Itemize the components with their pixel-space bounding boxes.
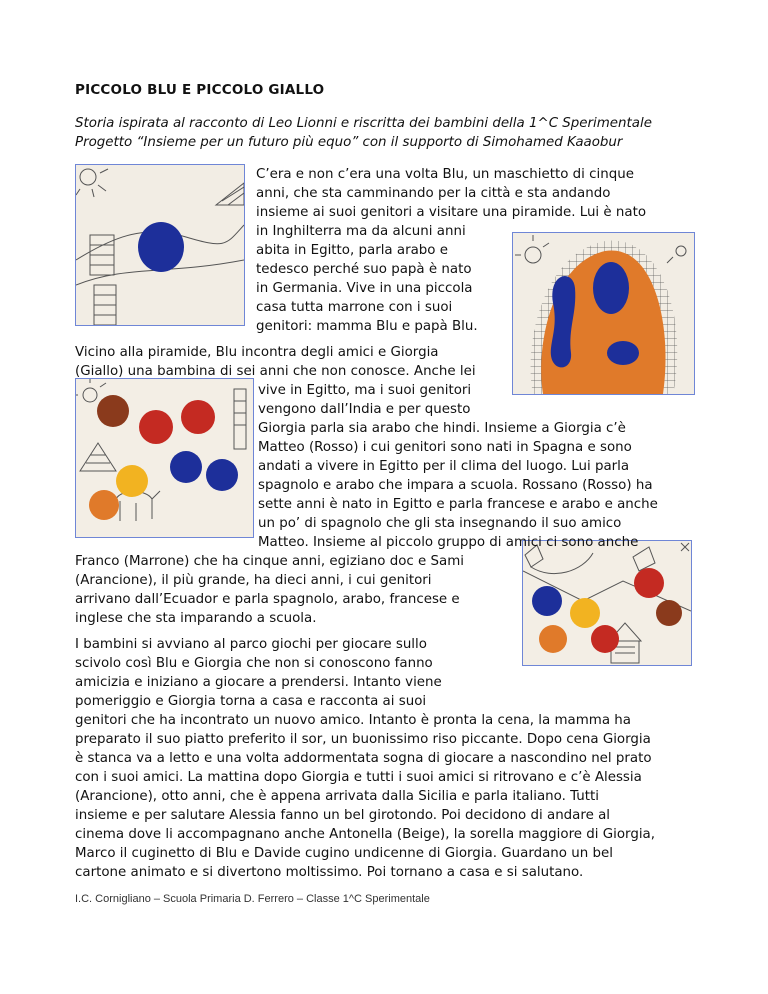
paragraph-line: vive in Egitto, ma i suoi genitori [258, 383, 472, 398]
paragraph-line: inglese che sta imparando a scuola. [75, 611, 317, 626]
drawing-park-art [523, 541, 691, 665]
paragraph-line: (Arancione), il più grande, ha dieci anni, i cui genitori [75, 573, 432, 588]
paragraph-line: insieme ai suoi genitori a visitare una piramide. Lui è nato [256, 205, 647, 220]
document-subtitle [75, 114, 715, 152]
paragraph-line: in Inghilterra ma da alcuni anni [256, 224, 466, 239]
paragraph-line: Marco il cuginetto di Blu e Davide cugino undicenne di Giorgia. Guardano un bel [75, 846, 613, 861]
paragraph-line: amicizia e iniziano a giocare a prendersi. Intanto viene [75, 675, 442, 690]
document-title: PICCOLO BLU E PICCOLO GIALLO [75, 82, 325, 98]
paragraph-line: scivolo così Blu e Giorgia che non si conoscono fanno [75, 656, 433, 671]
paragraph-line: Matteo. Insieme al piccolo gruppo di amici ci sono anche [258, 535, 639, 550]
paragraph-line: preparato il suo piatto preferito il sor, un buonissimo riso piccante. Dopo cena Giorgia [75, 732, 651, 747]
paragraph-line: è stanca va a letto e una volta addormentata sogna di giocare a nascondino nel prato [75, 751, 652, 766]
paragraph-line: Matteo (Rosso) i cui genitori sono nati in Spagna e sono [258, 440, 632, 455]
drawing-blu-house [512, 232, 695, 395]
paragraph-line: arrivano dall’Ecuador e parla spagnolo, arabo, francese e [75, 592, 460, 607]
paragraph-line: pomeriggio e Giorgia torna a casa e racconta ai suoi [75, 694, 427, 709]
drawing-blu-walk [75, 164, 245, 326]
subtitle-line: Storia ispirata al racconto di Leo Lionni e riscritta dei bambini della 1^C Sperimentale [75, 116, 652, 131]
paragraph-line: Giorgia parla sia arabo che hindi. Insieme a Giorgia c’è [258, 421, 626, 436]
paragraph-line: Vicino alla piramide, Blu incontra degli amici e Giorgia [75, 345, 439, 360]
paragraph-line: cinema dove li accompagnano anche Antonella (Beige), la sorella maggiore di Giorgia, [75, 827, 656, 842]
paragraph-line: un po’ di spagnolo che gli sta insegnando il suo amico [258, 516, 622, 531]
paragraph-line: con i suoi amici. La mattina dopo Giorgia e tutti i suoi amici si ritrovano e c’è Alessia [75, 770, 642, 785]
paragraph-line: genitori: mamma Blu e papà Blu. [256, 319, 478, 334]
paragraph-line: (Arancione), otto anni, che è appena arrivata dalla Sicilia e parla italiano. Tutti [75, 789, 599, 804]
drawing-blu-walk-art [76, 165, 244, 325]
paragraph-line: insieme e per salutare Alessia fanno un bel girotondo. Poi decidono di andare al [75, 808, 611, 823]
paragraph-line: (Giallo) una bambina di sei anni che non conosce. Anche lei [75, 364, 476, 379]
drawing-blu-house-art [513, 233, 694, 394]
drawing-friends [75, 378, 254, 538]
paragraph-line: in Germania. Vive in una piccola [256, 281, 473, 296]
paragraph-line: anni, che sta camminando per la città e sta andando [256, 186, 611, 201]
paragraph-line: vengono dall’India e per questo [258, 402, 471, 417]
page-footer: I.C. Cornigliano – Scuola Primaria D. Ferrero – Classe 1^C Sperimentale [75, 893, 430, 905]
paragraph-line: cartone animato e si divertono moltissimo. Poi tornano a casa e si salutano. [75, 865, 584, 880]
subtitle-line: Progetto “Insieme per un futuro più equo” con il supporto di Simohamed Kaaobur [75, 135, 623, 150]
paragraph-line: genitori che ha incontrato un nuovo amico. Intanto è pronta la cena, la mamma ha [75, 713, 631, 728]
drawing-friends-art [76, 379, 253, 537]
paragraph-line: I bambini si avviano al parco giochi per giocare sullo [75, 637, 427, 652]
paragraph-line: spagnolo e arabo che impara a scuola. Rossano (Rosso) ha [258, 478, 653, 493]
paragraph-line: sette anni è nato in Egitto e parla francese e arabo e anche [258, 497, 658, 512]
paragraph-line: andati a vivere in Egitto per il clima del luogo. Lui parla [258, 459, 630, 474]
paragraph-line: Franco (Marrone) che ha cinque anni, egiziano doc e Sami [75, 554, 464, 569]
paragraph-line: tedesco perché suo papà è nato [256, 262, 472, 277]
paragraph-line: abita in Egitto, parla arabo e [256, 243, 448, 258]
paragraph-line: C’era e non c’era una volta Blu, un maschietto di cinque [256, 167, 634, 182]
paragraph-line: casa tutta marrone con i suoi [256, 300, 453, 315]
drawing-park [522, 540, 692, 666]
